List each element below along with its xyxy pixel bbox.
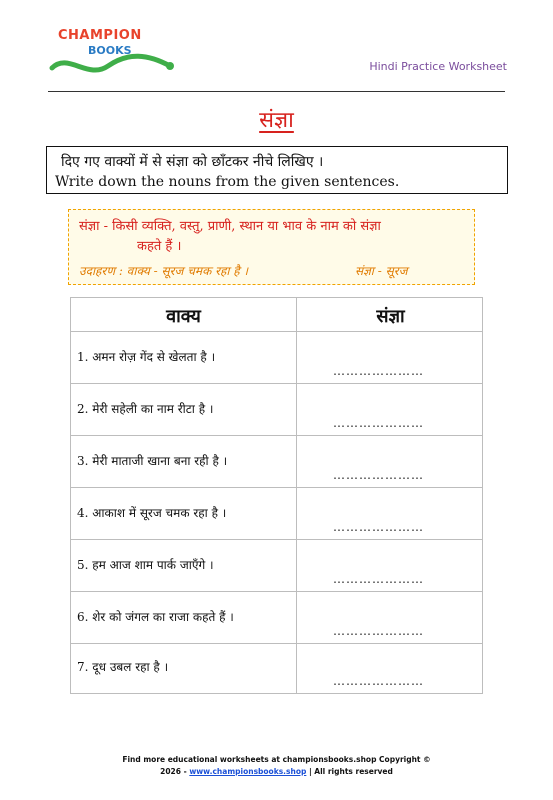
sentence-3: 3. मेरी माताजी खाना बना रही है । <box>77 454 228 468</box>
page-title: संज्ञा <box>259 108 294 133</box>
answer-line-7[interactable]: ………………… <box>333 674 424 688</box>
sentence-1: 1. अमन रोज़ गेंद से खेलता है । <box>77 350 216 364</box>
header-label: Hindi Practice Worksheet <box>369 60 507 73</box>
definition-line2: कहते हैं । <box>137 239 182 254</box>
row-divider <box>71 643 482 644</box>
definition-example: उदाहरण : वाक्य - सूरज चमक रहा है । <box>79 264 249 278</box>
row-divider <box>71 487 482 488</box>
row-divider <box>71 435 482 436</box>
footer-year: 2026 - <box>160 767 190 776</box>
answer-line-6[interactable]: ………………… <box>333 624 424 638</box>
answer-line-1[interactable]: ………………… <box>333 364 424 378</box>
column-header-sentence: वाक्य <box>166 306 201 327</box>
row-divider <box>71 331 482 332</box>
row-divider <box>71 591 482 592</box>
instruction-english: Write down the nouns from the given sentences. <box>55 174 400 190</box>
definition-example-answer: संज्ञा - सूरज <box>355 264 408 278</box>
sentence-7: 7. दूध उबल रहा है । <box>77 660 169 674</box>
champion-books-logo <box>48 28 178 78</box>
logo-letters: CHAMPION <box>58 28 142 43</box>
logo-subtext: BOOKS <box>88 44 132 57</box>
answer-line-3[interactable]: ………………… <box>333 468 424 482</box>
column-header-noun: संज्ञा <box>376 306 405 327</box>
sentence-4: 4. आकाश में सूरज चमक रहा है । <box>77 506 227 520</box>
header-divider <box>48 91 505 92</box>
sentence-6: 6. शेर को जंगल का राजा कहते हैं । <box>77 610 234 624</box>
definition-line1: संज्ञा - किसी व्यक्ति, वस्तु, प्राणी, स्थान या भाव के नाम को संज्ञा <box>79 219 381 234</box>
definition-box <box>68 209 475 285</box>
answer-line-5[interactable]: ………………… <box>333 572 424 586</box>
sentence-5: 5. हम आज शाम पार्क जाएँगे । <box>77 558 214 572</box>
answer-line-4[interactable]: ………………… <box>333 520 424 534</box>
footer-line2 <box>0 767 553 776</box>
logo-text <box>58 28 142 43</box>
footer-rights: | All rights reserved <box>306 767 393 776</box>
worksheet-table <box>70 297 483 694</box>
column-divider <box>296 298 297 693</box>
footer-line1: Find more educational worksheets at championsbooks.shop Copyright © <box>122 755 431 764</box>
instruction-hindi: दिए गए वाक्यों में से संज्ञा को छाँटकर नीचे लिखिए । <box>61 154 324 170</box>
answer-line-2[interactable]: ………………… <box>333 416 424 430</box>
instruction-box <box>46 146 508 194</box>
sentence-2: 2. मेरी सहेली का नाम रीटा है । <box>77 402 214 416</box>
footer-website-link[interactable]: www.championsbooks.shop <box>189 767 307 776</box>
row-divider <box>71 383 482 384</box>
row-divider <box>71 539 482 540</box>
